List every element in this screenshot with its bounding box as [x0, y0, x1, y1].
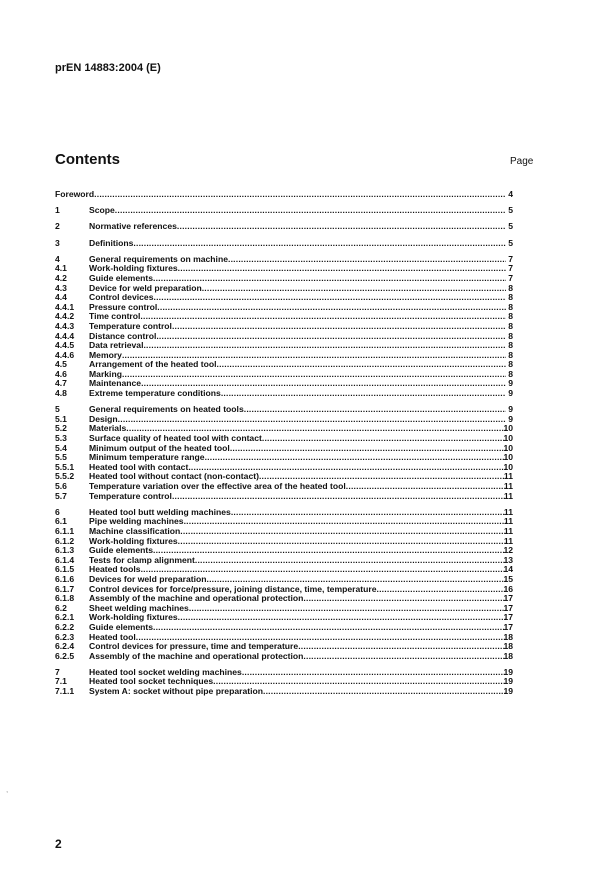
toc-entry-number: 4.4: [55, 292, 67, 303]
toc-entry[interactable]: [55, 389, 513, 399]
toc-entry-number: 6.1.2: [55, 535, 75, 546]
toc-entry-page: 11: [503, 506, 513, 517]
toc-entry[interactable]: [55, 360, 513, 370]
toc-entry[interactable]: [55, 463, 513, 473]
toc-entry-page: 7: [508, 263, 513, 274]
toc-entry-page: 10: [503, 452, 513, 463]
toc-entry-title: Heated tools .....: [89, 565, 506, 575]
toc-entry-number: 4.3: [55, 282, 67, 293]
toc-entry-title: Foreword .....: [55, 190, 506, 200]
toc-entry-page: 11: [503, 481, 513, 491]
toc-entry-page: 18: [503, 641, 513, 652]
toc-entry-title: Marking .....: [89, 370, 506, 380]
toc-entry[interactable]: [55, 264, 513, 274]
toc-entry-title: Devices for weld preparation .....: [89, 575, 506, 585]
toc-entry-number: 5.5.1: [55, 461, 75, 472]
toc-entry[interactable]: [55, 585, 513, 595]
toc-entry-page: 18: [503, 650, 513, 661]
toc-entry-title: Control devices for force/pressure, joining distance, time, temperature .....: [89, 585, 506, 595]
toc-entry-page: 5: [508, 237, 513, 248]
toc-entry[interactable]: [55, 293, 513, 303]
toc-entry[interactable]: [55, 222, 513, 232]
toc-entry-title: Normative references .....: [89, 222, 506, 232]
toc-entry-number: 1: [55, 205, 60, 216]
toc-entry[interactable]: [55, 190, 513, 200]
toc-entry-page: 10: [503, 433, 513, 444]
toc-entry-page: 8: [508, 349, 513, 360]
toc-entry-page: 7: [508, 272, 513, 283]
toc-entry-page: 9: [508, 413, 513, 424]
toc-entry-number: 5.3: [55, 433, 67, 444]
toc-entry-title: Pressure control .....: [89, 303, 506, 313]
toc-entry-number: 5.4: [55, 442, 67, 453]
toc-entry-number: 4.8: [55, 388, 67, 399]
toc-entry[interactable]: [55, 517, 513, 527]
toc-entry-number: 4.1: [55, 263, 67, 274]
toc-entry[interactable]: [55, 623, 513, 633]
toc-entry[interactable]: [55, 668, 513, 678]
toc-entry-page: 9: [508, 378, 513, 389]
toc-entry-page: 19: [503, 686, 513, 697]
toc-entry-page: 7: [508, 253, 513, 264]
toc-entry[interactable]: [55, 332, 513, 342]
toc-entry-title: Scope .....: [89, 206, 506, 216]
toc-entry-number: 4: [55, 253, 60, 264]
toc-entry[interactable]: [55, 415, 513, 425]
toc-entry-page: 17: [503, 593, 513, 604]
toc-entry-page: 10: [503, 423, 513, 434]
toc-entry[interactable]: [55, 652, 513, 662]
toc-entry-title: Heated tool butt welding machines .....: [89, 508, 506, 518]
toc-entry-title: Tests for clamp alignment .....: [89, 556, 506, 566]
toc-entry-number: 4.4.2: [55, 311, 75, 322]
toc-entry-number: 6.1.5: [55, 564, 75, 575]
toc-entry-page: 8: [508, 330, 513, 341]
toc-entry-number: 5.1: [55, 413, 67, 424]
toc-entry-number: 6.2.3: [55, 631, 75, 642]
toc-entry[interactable]: [55, 434, 513, 444]
toc-entry-number: 7.1.1: [55, 686, 75, 697]
toc-entry-title: Surface quality of heated tool with contact .....: [89, 434, 506, 444]
toc-entry-title: Work-holding fixtures .....: [89, 613, 506, 623]
toc-entry[interactable]: [55, 370, 513, 380]
toc-entry[interactable]: [55, 687, 513, 697]
toc-entry-number: 5.5.2: [55, 471, 75, 482]
toc-entry[interactable]: [55, 351, 513, 361]
toc-entry[interactable]: [55, 575, 513, 585]
toc-entry-title: Guide elements .....: [89, 274, 506, 284]
toc-entry-title: General requirements on heated tools .....: [89, 405, 506, 415]
toc-entry[interactable]: [55, 255, 513, 265]
toc-entry-title: Temperature variation over the effective area of the heated tool .....: [89, 482, 506, 492]
toc-entry-page: 10: [503, 461, 513, 472]
toc-entry-title: Distance control .....: [89, 332, 506, 342]
toc-entry-title: Heated tool with contact .....: [89, 463, 506, 473]
toc-entry[interactable]: [55, 405, 513, 415]
toc-entry[interactable]: [55, 322, 513, 332]
toc-entry[interactable]: [55, 341, 513, 351]
toc-entry-page: 8: [508, 301, 513, 312]
toc-entry-number: 6.2.5: [55, 650, 75, 661]
toc-entry-title: Materials .....: [89, 424, 506, 434]
toc-entry[interactable]: [55, 274, 513, 284]
toc-entry-number: 6.1.8: [55, 593, 75, 604]
toc-entry[interactable]: [55, 303, 513, 313]
toc-entry[interactable]: [55, 312, 513, 322]
toc-entry-page: 8: [508, 282, 513, 293]
toc-entry-title: Temperature control .....: [89, 322, 506, 332]
toc-entry[interactable]: [55, 527, 513, 537]
toc-entry-title: Work-holding fixtures .....: [89, 264, 506, 274]
toc-entry-title: Minimum output of the heated tool .....: [89, 444, 506, 454]
toc-entry-page: 15: [503, 573, 513, 584]
toc-entry-page: 16: [503, 583, 513, 594]
toc-entry-title: Control devices .....: [89, 293, 506, 303]
toc-entry-page: 18: [503, 631, 513, 642]
toc-entry-title: Minimum temperature range .....: [89, 453, 506, 463]
page-column-label: Page: [510, 156, 534, 167]
toc-entry-number: 6.1.7: [55, 583, 75, 594]
toc-entry-page: 17: [503, 621, 513, 632]
toc-entry-page: 17: [503, 612, 513, 623]
toc-entry[interactable]: [55, 633, 513, 643]
toc-entry-number: 6.2.4: [55, 641, 75, 652]
toc-entry-page: 17: [503, 602, 513, 613]
toc-entry[interactable]: [55, 424, 513, 434]
toc-entry-number: 4.6: [55, 368, 67, 379]
toc-entry-page: 8: [508, 340, 513, 351]
toc-entry-number: 6.1.6: [55, 573, 75, 584]
toc-entry-number: 3: [55, 237, 60, 248]
toc-entry-title: General requirements on machine .....: [89, 255, 506, 265]
toc-entry-number: 6.2.2: [55, 621, 75, 632]
toc-entry-number: 6.1: [55, 516, 67, 527]
toc-entry-number: 4.4.6: [55, 349, 75, 360]
toc-entry-page: 4: [508, 189, 513, 199]
toc-entry-page: 14: [503, 564, 513, 575]
toc-entry[interactable]: [55, 613, 513, 623]
toc-entry-title: Assembly of the machine and operational protection .....: [89, 652, 506, 662]
toc-entry-number: 6.2: [55, 602, 67, 613]
toc-entry-page: 8: [508, 311, 513, 322]
toc-entry-number: 4.4.4: [55, 330, 75, 341]
toc-entry-page: 13: [503, 554, 513, 565]
toc-entry[interactable]: [55, 677, 513, 687]
toc-entry-title: Heated tool without contact (non-contact) .....: [89, 472, 506, 482]
toc-entry-number: 5.6: [55, 481, 67, 491]
toc-entry-page: 8: [508, 292, 513, 303]
toc-entry-number: 6.1.4: [55, 554, 75, 565]
document-id: prEN 14883:2004 (E): [55, 62, 161, 74]
toc-entry-title: Maintenance .....: [89, 379, 506, 389]
toc-entry-title: Design .....: [89, 415, 506, 425]
toc-entry-page: 9: [508, 388, 513, 399]
toc-entry-number: 5.7: [55, 490, 67, 501]
toc-entry-number: 5: [55, 404, 60, 415]
toc-entry-page: 19: [503, 666, 513, 677]
toc-entry[interactable]: [55, 508, 513, 518]
toc-entry-title: Temperature control .....: [89, 492, 506, 502]
toc-entry[interactable]: [55, 239, 513, 249]
toc-entry-title: Guide elements .....: [89, 623, 506, 633]
toc-entry-title: Memory .....: [89, 351, 506, 361]
toc-entry-page: 19: [503, 676, 513, 687]
toc-entry-page: 5: [508, 205, 513, 216]
toc-entry[interactable]: [55, 556, 513, 566]
toc-entry-page: 10: [503, 442, 513, 453]
toc-entry-number: 4.5: [55, 359, 67, 370]
toc-entry-page: 11: [503, 535, 513, 546]
toc-entry-title: Data retrieval .....: [89, 341, 506, 351]
toc-entry-number: 4.4.1: [55, 301, 75, 312]
toc-entry-number: 4.2: [55, 272, 67, 283]
toc-entry[interactable]: [55, 492, 513, 502]
toc-entry[interactable]: [55, 642, 513, 652]
toc-entry-title: Definitions .....: [89, 239, 506, 249]
toc-entry-number: 7.1: [55, 676, 67, 687]
page-number: 2: [55, 837, 62, 851]
toc-entry-title: Heated tool socket techniques .....: [89, 677, 506, 687]
toc-entry-page: 5: [508, 221, 513, 232]
toc-entry[interactable]: [55, 453, 513, 463]
toc-entry-page: 11: [503, 516, 513, 527]
toc-entry-number: 6.2.1: [55, 612, 75, 623]
toc-entry-page: 11: [503, 490, 513, 501]
toc-entry-number: 7: [55, 666, 60, 677]
toc-entry[interactable]: [55, 482, 513, 492]
scan-mark: ,: [6, 785, 9, 794]
toc-entry-number: 6.1.3: [55, 545, 75, 556]
toc-entry-page: 11: [503, 525, 513, 536]
toc-entry[interactable]: [55, 594, 513, 604]
toc-entry[interactable]: [55, 537, 513, 547]
toc-entry[interactable]: [55, 546, 513, 556]
toc-entry-number: 5.5: [55, 452, 67, 463]
toc-entry-title: Control devices for pressure, time and temperature .....: [89, 642, 506, 652]
toc-entry-page: 9: [508, 404, 513, 415]
toc-entry-page: 11: [503, 471, 513, 482]
toc-entry-title: Guide elements .....: [89, 546, 506, 556]
toc-entry-title: Heated tool socket welding machines .....: [89, 668, 506, 678]
toc-entry-title: Work-holding fixtures .....: [89, 537, 506, 547]
toc-entry-title: System A: socket without pipe preparation .....: [89, 687, 506, 697]
toc-entry-number: 2: [55, 221, 60, 232]
toc-entry-title: Heated tool .....: [89, 633, 506, 643]
toc-entry-page: 8: [508, 368, 513, 379]
table-of-contents: [55, 190, 513, 697]
toc-entry-title: Extreme temperature conditions .....: [89, 389, 506, 399]
toc-entry[interactable]: [55, 565, 513, 575]
toc-entry[interactable]: [55, 444, 513, 454]
toc-entry-number: 4.4.5: [55, 340, 75, 351]
toc-entry-title: Time control .....: [89, 312, 506, 322]
toc-entry-page: 12: [503, 545, 513, 556]
toc-entry[interactable]: [55, 284, 513, 294]
toc-entry-title: Arrangement of the heated tool .....: [89, 360, 506, 370]
contents-heading: Contents: [55, 151, 120, 168]
toc-entry-title: Pipe welding machines .....: [89, 517, 506, 527]
toc-entry-title: Assembly of the machine and operational protection .....: [89, 594, 506, 604]
toc-entry-number: 4.7: [55, 378, 67, 389]
toc-entry[interactable]: [55, 379, 513, 389]
toc-entry-title: Device for weld preparation .....: [89, 284, 506, 294]
toc-entry-number: 5.2: [55, 423, 67, 434]
toc-entry-number: 4.4.3: [55, 320, 75, 331]
toc-entry-page: 8: [508, 320, 513, 331]
toc-entry[interactable]: [55, 604, 513, 614]
toc-entry[interactable]: [55, 472, 513, 482]
toc-entry-title: Sheet welding machines .....: [89, 604, 506, 614]
toc-entry-number: 6: [55, 506, 60, 517]
toc-entry-number: 6.1.1: [55, 525, 75, 536]
toc-entry[interactable]: [55, 206, 513, 216]
toc-entry-page: 8: [508, 359, 513, 370]
toc-entry-title: Machine classification .....: [89, 527, 506, 537]
